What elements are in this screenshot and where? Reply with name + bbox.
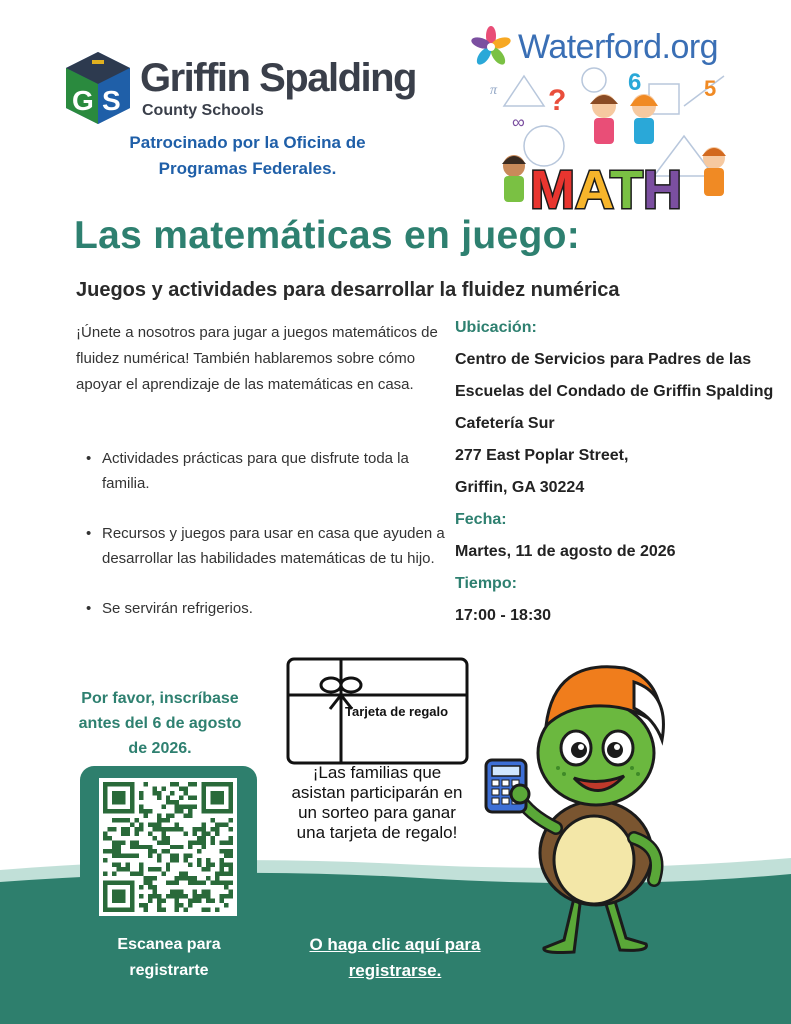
time-value: 17:00 - 18:30: [455, 607, 552, 624]
turtle-mascot-illustration: [484, 648, 680, 958]
gift-card-label: Tarjeta de regalo: [345, 704, 449, 719]
math-word: MATH: [530, 160, 682, 220]
svg-text:∞: ∞: [512, 112, 525, 132]
qr-code-icon: [103, 782, 233, 912]
math-kids-illustration: [484, 66, 734, 226]
svg-text:5: 5: [704, 76, 717, 101]
raffle-text: ¡Las familias que asistan participarán en un sorteo para ganar una tarjeta de regalo!: [291, 763, 463, 842]
sponsor-text: Patrocinado por la Oficina de Programas Federales.: [129, 133, 366, 178]
registration-qr-code[interactable]: [99, 778, 237, 916]
list-item: • Recursos y juegos para usar en casa que ayuden a desarrollar las habilidades matemáticas de tu hijo.: [102, 521, 447, 571]
partner-name: Waterford.org: [518, 28, 719, 66]
scan-instruction: Escanea para registrarte: [117, 936, 221, 979]
svg-text:S: S: [102, 85, 121, 116]
list-item: • Se servirán refrigerios.: [102, 596, 447, 621]
svg-text:G: G: [72, 85, 94, 116]
gs-shield-icon: [64, 50, 132, 126]
location-line: 277 East Poplar Street,: [455, 447, 629, 464]
waterford-flower-icon: [470, 26, 512, 68]
svg-text:?: ?: [548, 84, 567, 117]
svg-text:6: 6: [628, 69, 642, 96]
page-subtitle: Juegos y actividades para desarrollar la fluidez numérica: [76, 279, 620, 301]
location-label: Ubicación:: [455, 319, 537, 336]
location-line: Cafetería Sur: [455, 415, 555, 432]
activity-list: [102, 446, 447, 646]
intro-paragraph: ¡Únete a nosotros para jugar a juegos matemáticos de fluidez numérica! También hablaremos sobre cómo apoyar el aprendizaje de las matemáticas en casa.: [76, 324, 438, 393]
location-line: Griffin, GA 30224: [455, 479, 585, 496]
date-value: Martes, 11 de agosto de 2026: [455, 543, 676, 560]
district-subname: County Schools: [142, 102, 264, 119]
list-item: • Actividades prácticas para que disfrute toda la familia.: [102, 446, 447, 496]
time-label: Tiempo:: [455, 575, 517, 592]
page-title: Las matemáticas en juego:: [74, 214, 581, 257]
event-details: [455, 312, 785, 632]
location-line: Centro de Servicios para Padres de las Escuelas del Condado de Griffin Spalding: [455, 351, 774, 400]
district-name: Griffin Spalding: [140, 56, 416, 100]
date-label: Fecha:: [455, 511, 507, 528]
svg-text:π: π: [490, 83, 498, 98]
register-deadline-note: Por favor, inscríbase antes del 6 de agosto de 2026.: [78, 690, 242, 757]
waterford-logo: [470, 24, 730, 72]
griffin-spalding-logo: [64, 50, 424, 130]
register-link[interactable]: O haga clic aquí para registrarse.: [309, 935, 481, 980]
